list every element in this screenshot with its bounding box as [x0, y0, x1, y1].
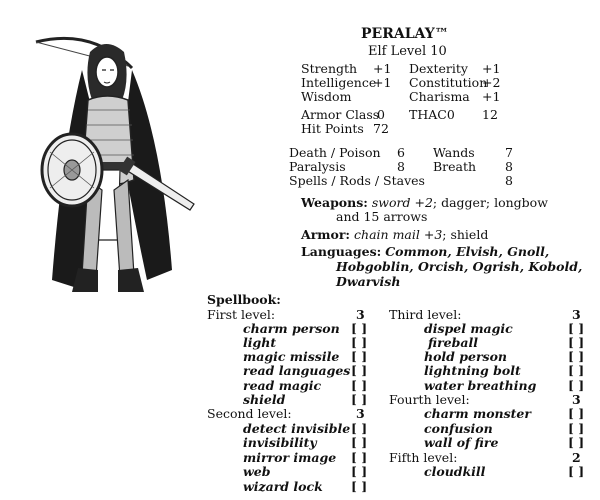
intelligence-value: +1: [373, 75, 392, 90]
spell-mirror-image: mirror image: [243, 450, 337, 465]
spellbook-title: Spellbook:: [207, 292, 281, 307]
spell-checkbox[interactable]: [ ]: [351, 335, 368, 350]
spell-read-magic: read magic: [243, 378, 322, 393]
charisma-label: Charisma: [409, 89, 470, 104]
wisdom-label: Wisdom: [301, 89, 352, 104]
character-name: PERALAY™: [361, 26, 449, 42]
spell-charm-person: charm person: [243, 321, 340, 336]
first-level-count: 3: [356, 307, 365, 322]
languages-label: Languages:: [301, 244, 382, 259]
spell-checkbox[interactable]: [ ]: [351, 363, 368, 378]
spell-checkbox[interactable]: [ ]: [568, 421, 585, 436]
save-breath-value: 8: [505, 159, 513, 174]
weapons-rest: ; dagger; longbow: [432, 195, 548, 210]
languages-line: [301, 244, 549, 259]
save-wands-value: 7: [505, 145, 513, 160]
spell-checkbox[interactable]: [ ]: [351, 378, 368, 393]
third-level-label: Third level:: [389, 307, 462, 322]
charisma-value: +1: [482, 89, 501, 104]
spell-magic-missile: magic missile: [243, 349, 340, 364]
spell-web: web: [243, 464, 271, 479]
second-level-label: Second level:: [207, 406, 292, 421]
save-spells-label: Spells / Rods / Staves: [289, 173, 425, 188]
spell-checkbox[interactable]: [ ]: [568, 435, 585, 450]
spell-wall-of-fire: wall of fire: [424, 435, 499, 450]
armor-class-value: 0: [377, 107, 385, 122]
second-level-count: 3: [356, 406, 365, 421]
spell-checkbox[interactable]: [ ]: [351, 392, 368, 407]
save-wands-label: Wands: [433, 145, 475, 160]
spell-read-languages: read languages: [243, 363, 351, 378]
save-spells-value: 8: [505, 173, 513, 188]
spell-fireball: fireball: [428, 335, 478, 350]
spell-checkbox[interactable]: [ ]: [568, 335, 585, 350]
spell-checkbox[interactable]: [ ]: [568, 406, 585, 421]
languages-list-1: Common, Elvish, Gnoll,: [385, 244, 550, 259]
spell-lightning-bolt: lightning bolt: [424, 363, 521, 378]
weapons-label: Weapons:: [301, 195, 368, 210]
save-paralysis-value: 8: [397, 159, 405, 174]
thac0-value: 12: [482, 107, 498, 122]
spell-checkbox[interactable]: [ ]: [568, 464, 585, 479]
armor-line: [301, 227, 488, 242]
spell-checkbox[interactable]: [ ]: [351, 464, 368, 479]
strength-label: Strength: [301, 61, 358, 76]
strength-value: +1: [373, 61, 392, 76]
spell-hold-person: hold person: [424, 349, 508, 364]
languages-list-2: Hobgoblin, Orcish, Ogrish, Kobold,: [336, 259, 583, 274]
spell-checkbox[interactable]: [ ]: [351, 421, 368, 436]
spell-invisibility: invisibility: [243, 435, 317, 450]
fifth-level-label: Fifth level:: [389, 450, 458, 465]
weapons-magic: sword +2: [371, 195, 433, 210]
spell-checkbox[interactable]: [ ]: [351, 349, 368, 364]
dexterity-label: Dexterity: [409, 61, 468, 76]
weapons-line-2: and 15 arrows: [336, 209, 428, 224]
save-death-poison-value: 6: [397, 145, 405, 160]
spell-checkbox[interactable]: [ ]: [568, 349, 585, 364]
spell-charm-monster: charm monster: [424, 406, 531, 421]
spell-light: light: [243, 335, 277, 350]
constitution-label: Constitution: [409, 75, 488, 90]
spell-checkbox[interactable]: [ ]: [568, 378, 585, 393]
armor-class-label: Armor Class: [301, 107, 380, 122]
constitution-value: +2: [482, 75, 501, 90]
languages-list-3: Dwarvish: [336, 274, 401, 289]
spell-checkbox[interactable]: [ ]: [351, 479, 368, 494]
spell-shield: shield: [243, 392, 286, 407]
spell-checkbox[interactable]: [ ]: [568, 363, 585, 378]
fourth-level-label: Fourth level:: [389, 392, 470, 407]
thac0-label: THAC0: [409, 107, 455, 122]
save-breath-label: Breath: [433, 159, 477, 174]
spell-checkbox[interactable]: [ ]: [568, 321, 585, 336]
spell-checkbox[interactable]: [ ]: [351, 321, 368, 336]
fourth-level-count: 3: [572, 392, 581, 407]
save-death-poison-label: Death / Poison: [289, 145, 381, 160]
third-level-count: 3: [572, 307, 581, 322]
spell-confusion: confusion: [424, 421, 493, 436]
armor-label: Armor:: [301, 227, 351, 242]
first-level-label: First level:: [207, 307, 276, 322]
weapons-line: [301, 195, 548, 210]
spell-water-breathing: water breathing: [424, 378, 537, 393]
spell-checkbox[interactable]: [ ]: [351, 450, 368, 465]
spell-detect-invisible: detect invisible: [243, 421, 351, 436]
fifth-level-count: 2: [572, 450, 581, 465]
armor-magic: chain mail +3: [354, 227, 443, 242]
hit-points-value: 72: [373, 121, 389, 136]
intelligence-label: Intelligence: [301, 75, 377, 90]
spell-cloudkill: cloudkill: [424, 464, 486, 479]
armor-rest: ; shield: [442, 227, 489, 242]
dexterity-value: +1: [482, 61, 501, 76]
spell-dispel-magic: dispel magic: [424, 321, 513, 336]
save-paralysis-label: Paralysis: [289, 159, 346, 174]
hit-points-label: Hit Points: [301, 121, 364, 136]
class-level: Elf Level 10: [368, 44, 447, 59]
spell-checkbox[interactable]: [ ]: [351, 435, 368, 450]
elf-warrior-portrait: [22, 30, 202, 300]
spell-wizard-lock: wizard lock: [243, 479, 323, 494]
